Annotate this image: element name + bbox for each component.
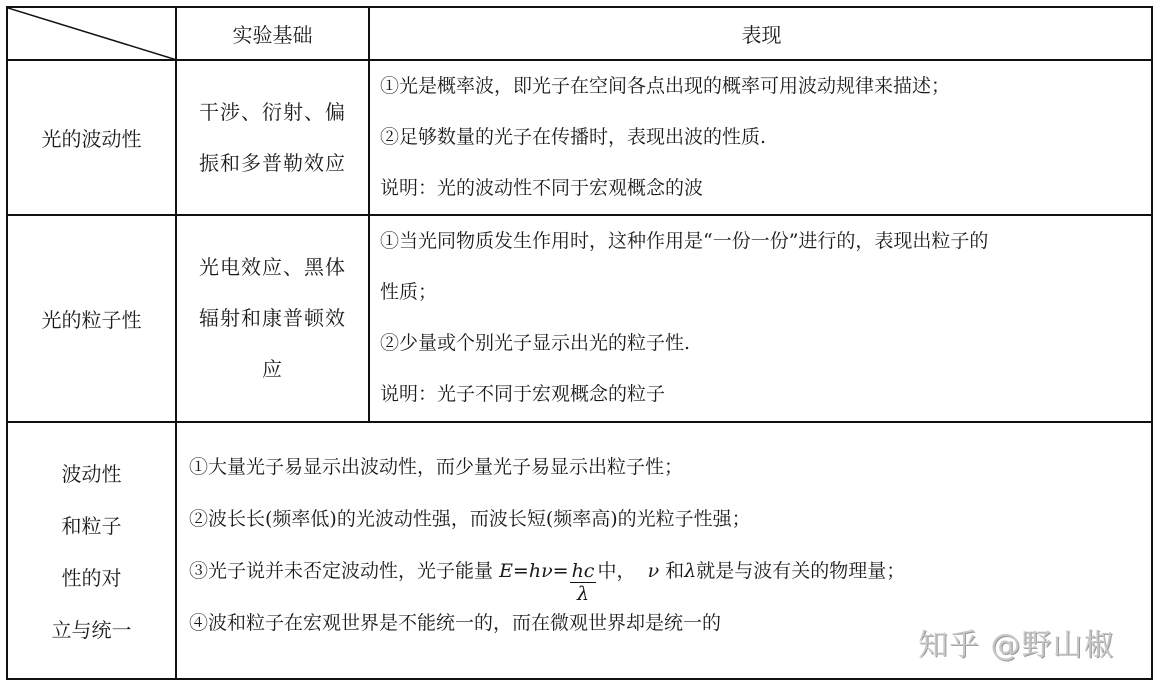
point3-suffix-b: 就是与波有关的物理量； (696, 560, 906, 582)
unity-point-4: ④波和粒子在宏观世界是不能统一的，而在微观世界却是统一的 (189, 612, 722, 634)
symbol-lambda: λ (684, 560, 697, 582)
zhihu-watermark: 知乎 @野山椒 (918, 628, 1115, 663)
basis-line: 干涉、衍射、偏 (199, 99, 346, 124)
fraction-numerator: hc (571, 559, 595, 582)
desc-line: ①当光同物质发生作用时，这种作用是“一份一份”进行的，表现出粒子的 (380, 230, 989, 252)
unity-point-3 (189, 545, 1153, 605)
diagonal-header-line (8, 8, 177, 61)
row-label-text: 光的波动性 (41, 127, 142, 151)
unity-label-line: 波动性 (61, 461, 122, 486)
formula-fraction (570, 560, 597, 605)
point3-prefix: ③光子说并未否定波动性，光子能量 (189, 560, 494, 582)
row-label-wave (8, 61, 175, 214)
header-desc-label: 表现 (741, 23, 782, 47)
desc-line: ①光是概率波，即光子在空间各点出现的概率可用波动规律来描述； (380, 75, 951, 97)
desc-line: 说明：光子不同于宏观概念的粒子 (380, 383, 666, 405)
desc-line: ②少量或个别光子显示出光的粒子性. (380, 332, 691, 354)
point3-suffix-a: 中， (597, 560, 636, 582)
desc-line: ②足够数量的光子在传播时，表现出波的性质. (380, 126, 767, 148)
basis-line: 振和多普勒效应 (199, 150, 346, 175)
basis-line: 光电效应、黑体 (199, 255, 346, 279)
comparison-table (6, 6, 1153, 680)
header-basis-label: 实验基础 (232, 23, 313, 47)
formula-lhs: E=hν= (499, 560, 569, 582)
desc-line: 说明：光的波动性不同于宏观概念的波 (380, 177, 704, 199)
header-desc (370, 8, 1153, 59)
unity-point-2: ②波长长(频率低)的光波动性强，而波长短(频率高)的光粒子性强； (189, 508, 751, 530)
row-label-unity (8, 423, 175, 680)
desc-cell-wave (370, 61, 1153, 214)
header-basis (177, 8, 368, 59)
unity-label-line: 立与统一 (51, 617, 132, 642)
basis-line: 辐射和康普顿效 (199, 306, 346, 330)
desc-line: 性质； (380, 281, 438, 303)
unity-point-1: ①大量光子易显示出波动性，而少量光子易显示出粒子性； (189, 456, 684, 478)
basis-cell-wave (177, 61, 368, 214)
basis-line: 应 (262, 357, 283, 381)
point3-mid: 和 (665, 560, 685, 582)
row-label-particle (8, 216, 175, 421)
fraction-denominator: λ (576, 582, 590, 605)
symbol-nu: ν (647, 560, 660, 582)
basis-cell-particle (177, 216, 368, 421)
unity-label-line: 和粒子 (61, 513, 122, 538)
desc-cell-particle (370, 216, 1153, 421)
row-label-text: 光的粒子性 (41, 308, 142, 332)
unity-label-line: 性的对 (61, 565, 122, 590)
